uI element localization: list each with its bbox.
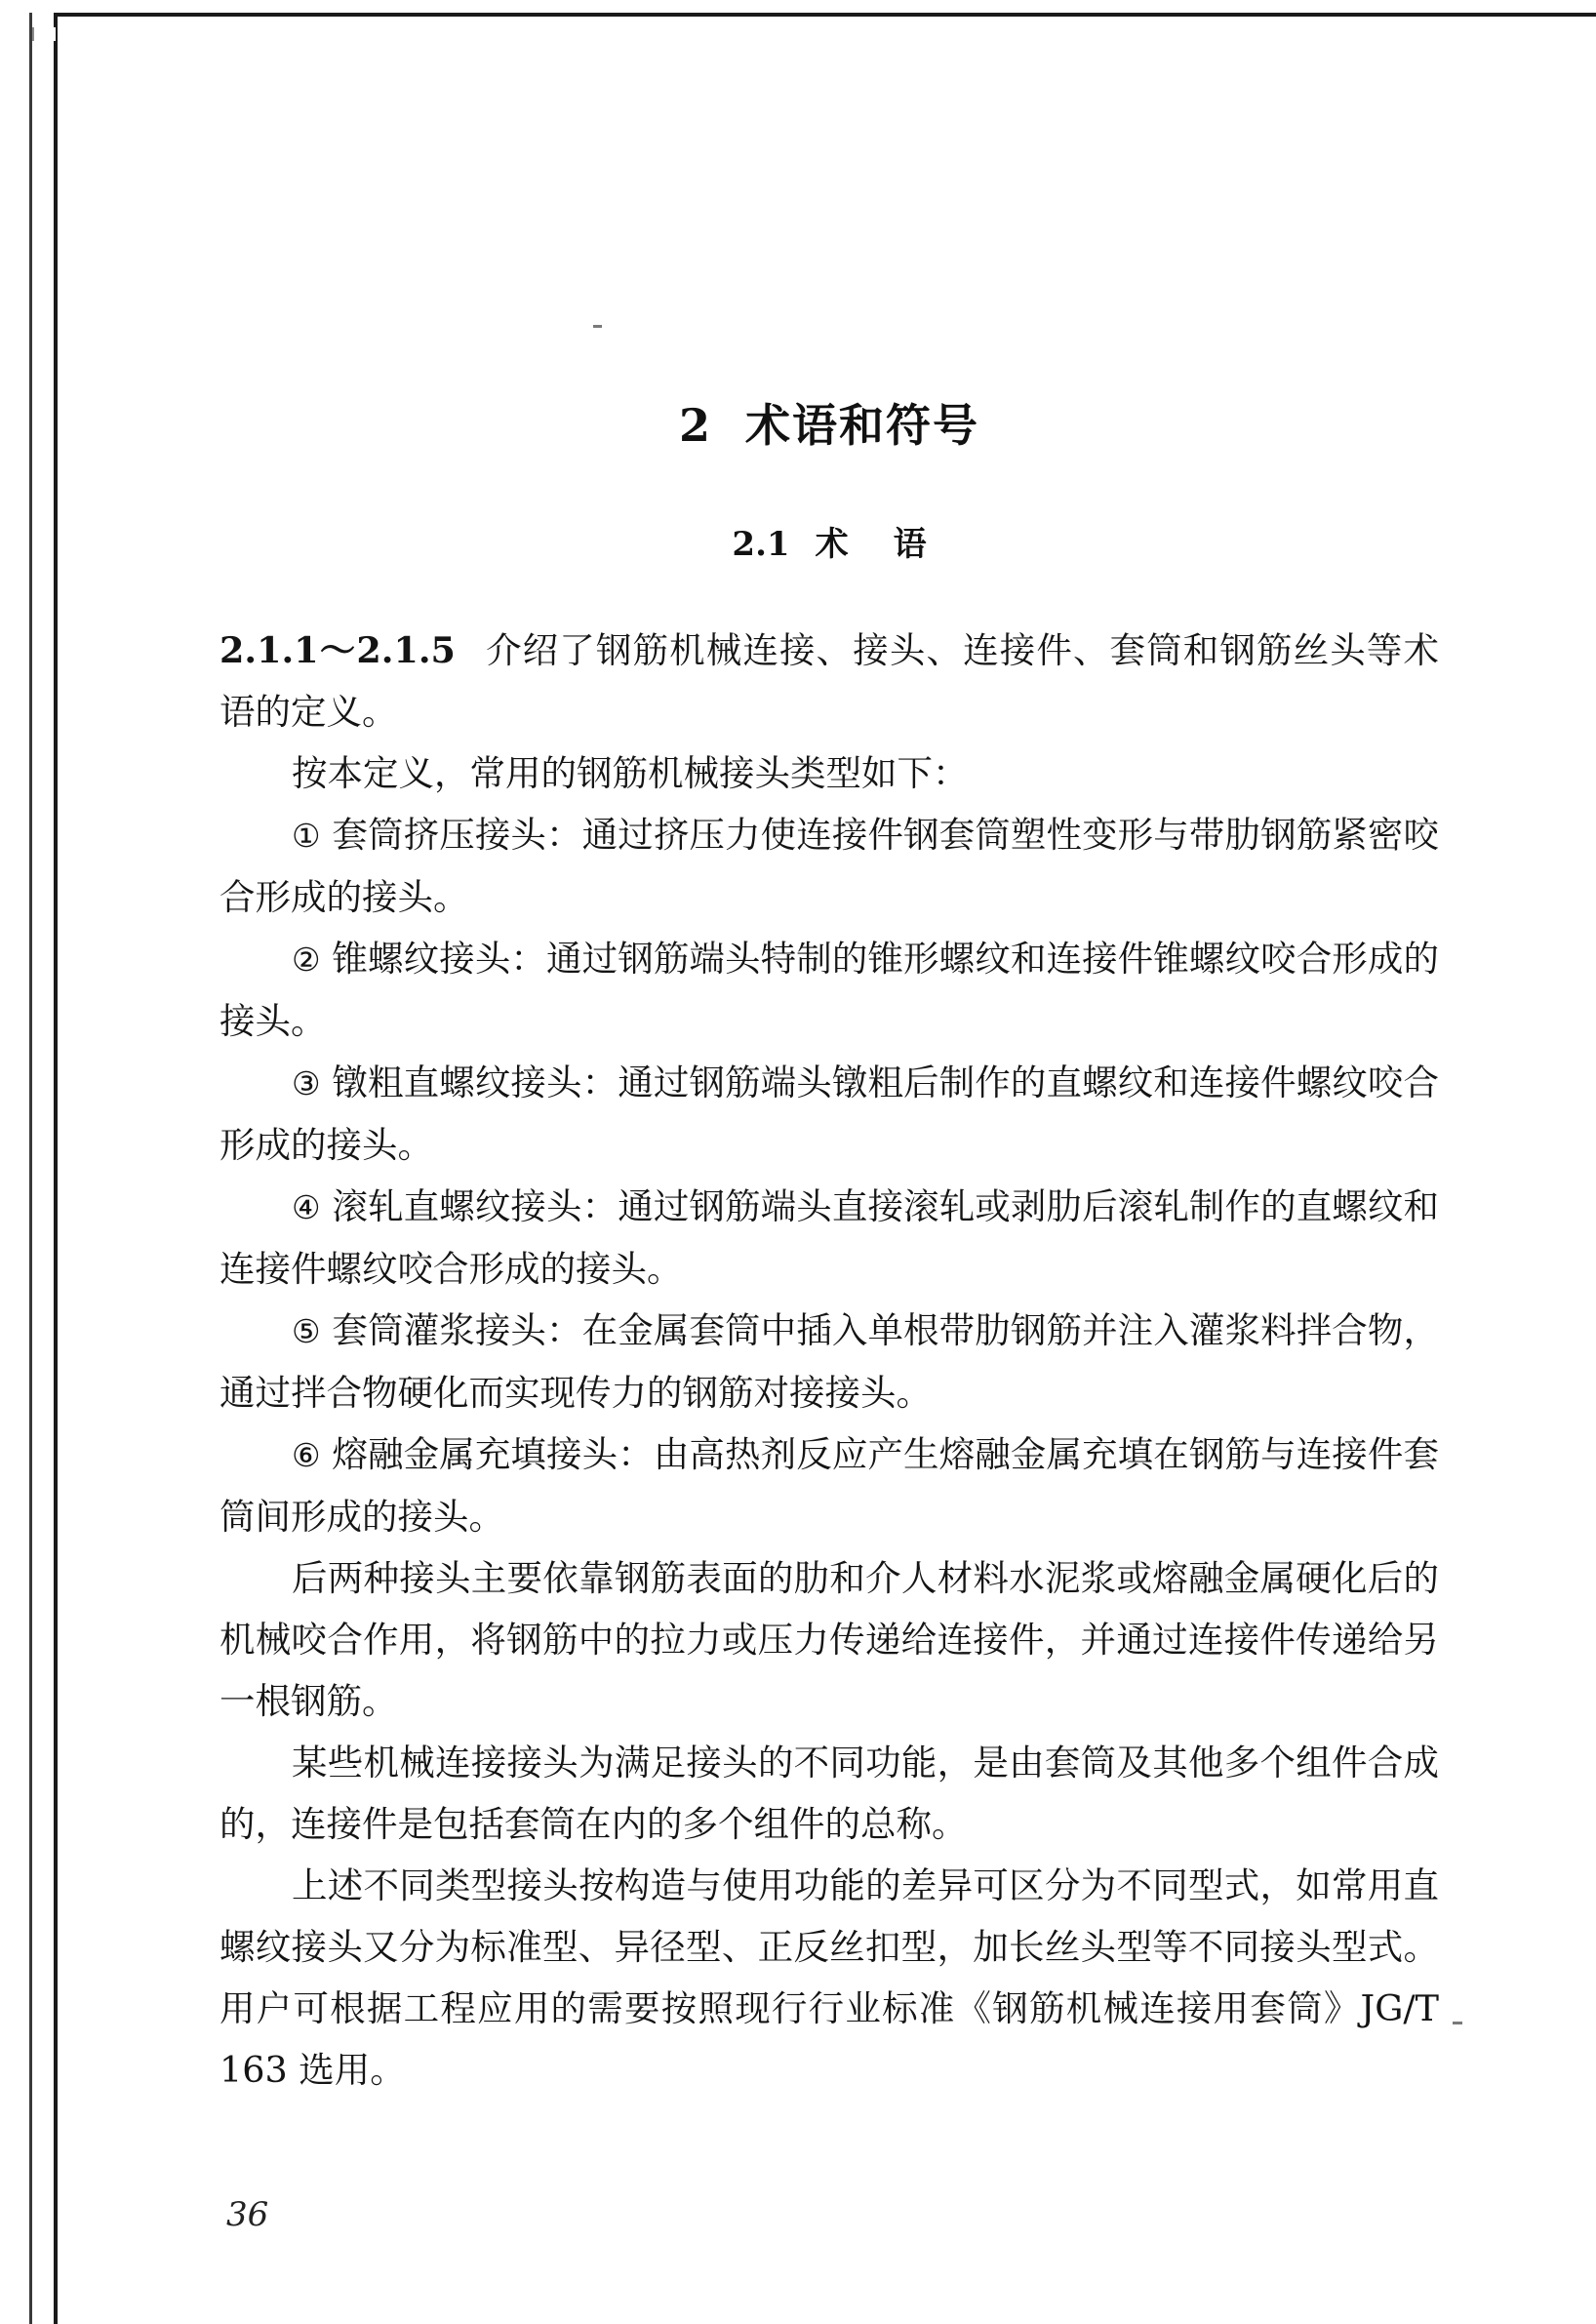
paragraph-last-two-joints bbox=[219, 1547, 1439, 1732]
section-number: 2.1 bbox=[732, 525, 790, 564]
paragraph-clause-range bbox=[219, 620, 1439, 742]
paragraph-joint-types bbox=[219, 1855, 1439, 2101]
list-marker-6: ⑥ bbox=[292, 1436, 321, 1474]
section-title-char-2: 语 bbox=[893, 525, 927, 564]
paragraph-item-5 bbox=[219, 1300, 1439, 1423]
paragraph-item-1 bbox=[219, 804, 1439, 928]
paragraph-last-two-joints-text: 后两种接头主要依靠钢筋表面的肋和介人材料水泥浆或熔融金属硬化后的机械咬合作用，将钢筋中的拉力或压力传递给连接件，并通过连接件传递给另一根钢筋。 bbox=[219, 1557, 1439, 1722]
list-marker-5: ⑤ bbox=[292, 1312, 321, 1350]
list-marker-2: ② bbox=[292, 941, 321, 979]
paragraph-item-1-text: 套筒挤压接头：通过挤压力使连接件钢套筒塑性变形与带肋钢筋紧密咬合形成的接头。 bbox=[219, 814, 1439, 918]
page-border-left-inner bbox=[54, 13, 58, 2324]
paragraph-item-4 bbox=[219, 1176, 1439, 1300]
paragraph-intro bbox=[219, 742, 1439, 804]
paragraph-components-text: 某些机械连接接头为满足接头的不同功能，是由套筒及其他多个组件合成的，连接件是包括套筒在内的多个组件的总称。 bbox=[219, 1742, 1439, 1845]
page-edge-artifact bbox=[32, 27, 56, 41]
list-marker-3: ③ bbox=[292, 1064, 321, 1102]
paragraph-item-6 bbox=[219, 1423, 1439, 1547]
chapter-number: 2 bbox=[678, 399, 712, 452]
chapter-heading bbox=[219, 390, 1439, 455]
list-marker-4: ④ bbox=[292, 1188, 321, 1226]
section-heading bbox=[219, 517, 1439, 565]
chapter-title: 术语和符号 bbox=[745, 399, 979, 452]
scan-speck bbox=[1453, 2022, 1462, 2024]
paragraph-item-2-text: 锥螺纹接头：通过钢筋端头特制的锥形螺纹和连接件锥螺纹咬合形成的接头。 bbox=[219, 938, 1439, 1042]
page-number: 36 bbox=[226, 2195, 269, 2234]
clause-range-label: 2.1.1～2.1.5 bbox=[219, 629, 456, 671]
paragraph-item-4-text: 滚轧直螺纹接头：通过钢筋端头直接滚轧或剥肋后滚轧制作的直螺纹和连接件螺纹咬合形成的接头。 bbox=[219, 1185, 1439, 1290]
paragraph-item-6-text: 熔融金属充填接头：由高热剂反应产生熔融金属充填在钢筋与连接件套筒间形成的接头。 bbox=[219, 1433, 1439, 1538]
paragraph-item-2 bbox=[219, 928, 1439, 1052]
clause-range-text: 介绍了钢筋机械连接、接头、连接件、套筒和钢筋丝头等术语的定义。 bbox=[219, 629, 1439, 733]
paragraph-components bbox=[219, 1732, 1439, 1855]
body-text bbox=[219, 620, 1439, 2101]
page-content bbox=[219, 0, 1439, 2324]
paragraph-item-3 bbox=[219, 1052, 1439, 1176]
paragraph-intro-text: 按本定义，常用的钢筋机械接头类型如下： bbox=[292, 752, 969, 794]
section-title-char-1: 术 bbox=[815, 525, 849, 564]
paragraph-item-3-text: 镦粗直螺纹接头：通过钢筋端头镦粗后制作的直螺纹和连接件螺纹咬合形成的接头。 bbox=[219, 1062, 1439, 1166]
paragraph-item-5-text: 套筒灌浆接头：在金属套筒中插入单根带肋钢筋并注入灌浆料拌合物，通过拌合物硬化而实现传力的钢筋对接接头。 bbox=[219, 1309, 1439, 1414]
page-border-left-outer bbox=[29, 13, 32, 2324]
list-marker-1: ① bbox=[292, 817, 321, 855]
paragraph-joint-types-text: 上述不同类型接头按构造与使用功能的差异可区分为不同型式，如常用直螺纹接头又分为标准型、异径型、正反丝扣型，加长丝头型等不同接头型式。用户可根据工程应用的需要按照现行行业标准《钢筋机械连接用套筒》JG/T 163 选用。 bbox=[219, 1864, 1439, 2091]
